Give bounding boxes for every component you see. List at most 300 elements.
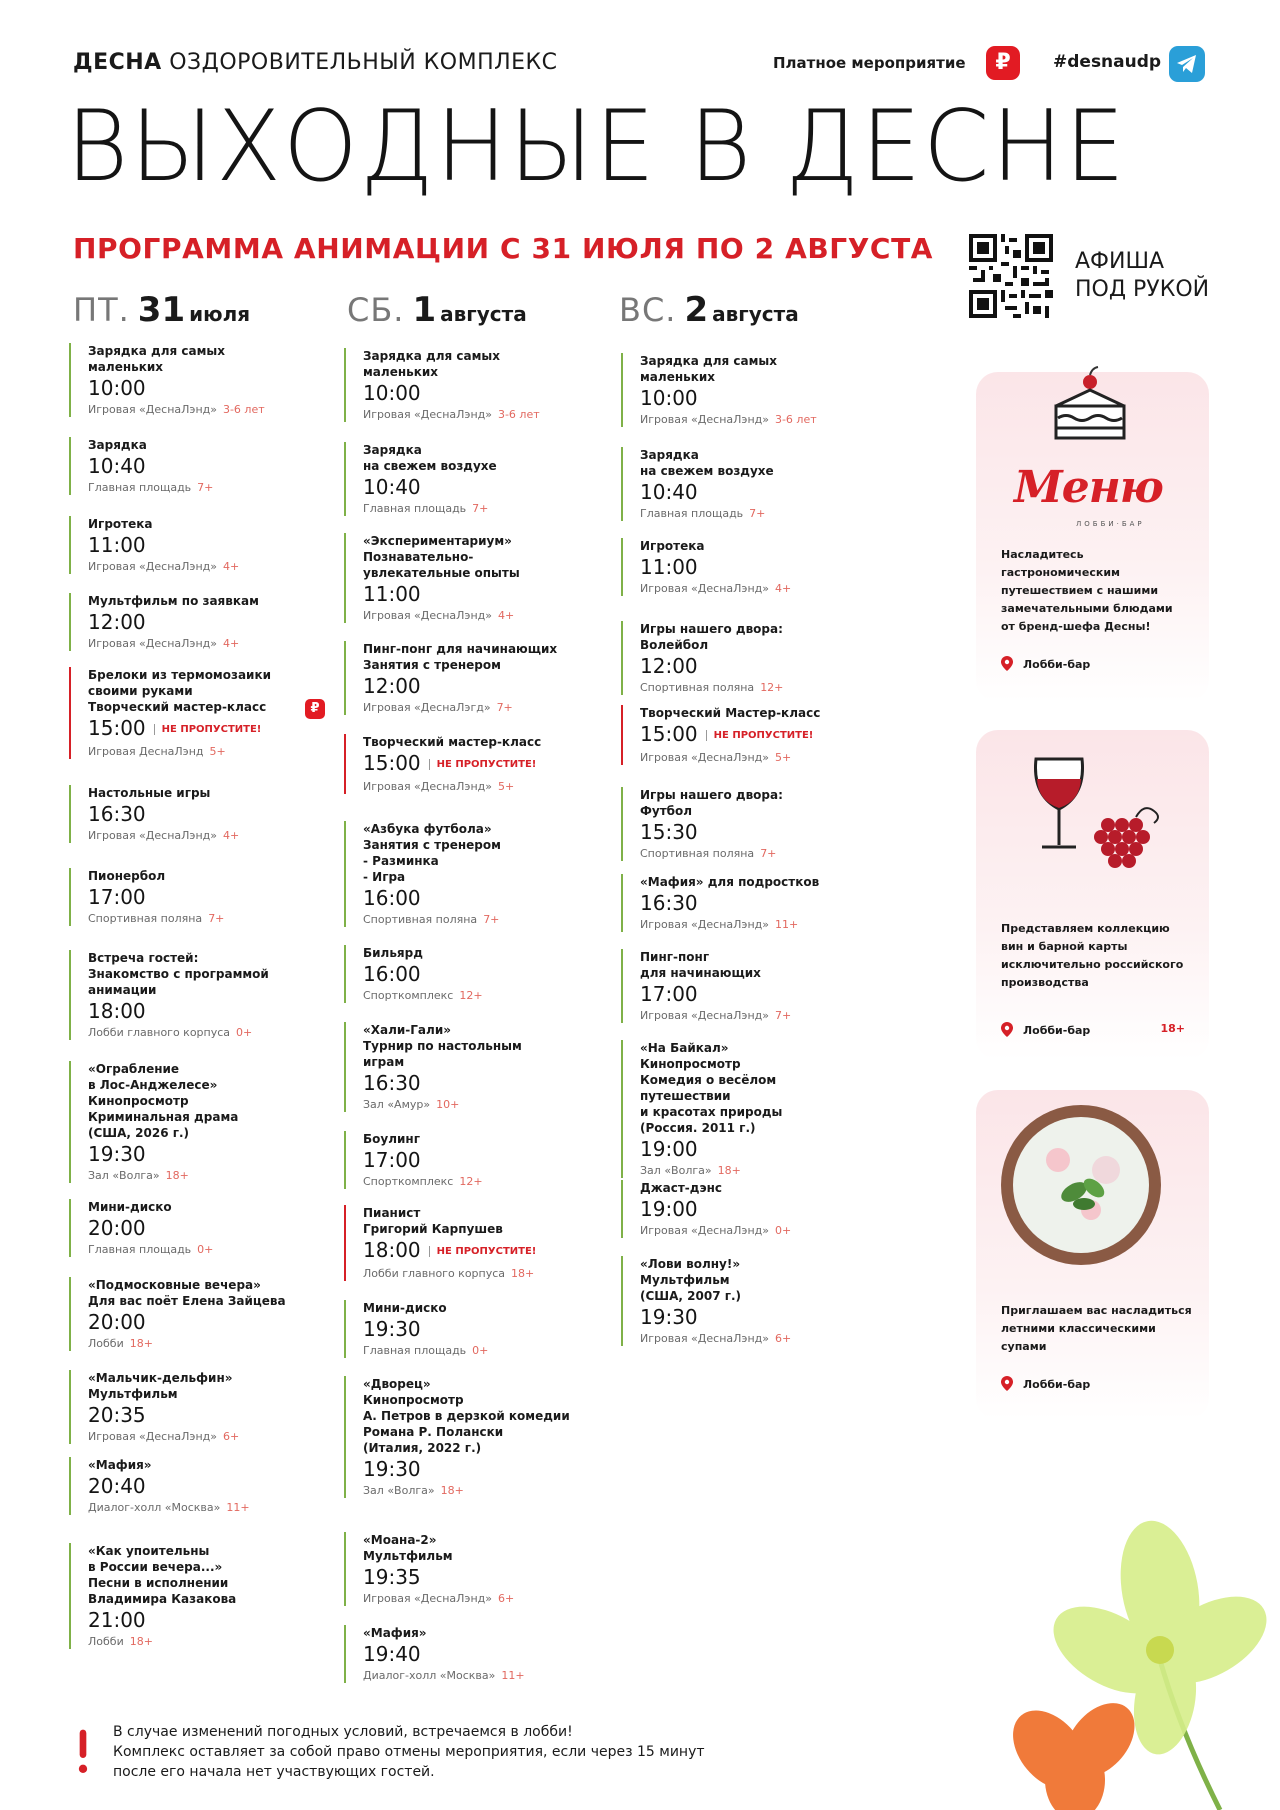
event-title: «Как упоительны в России вечера...» Песни в исполнении Владимира Казакова xyxy=(88,1544,237,1606)
event-location-name: Игровая «ДеснаЛэнд» xyxy=(88,403,217,416)
event-location-name: Главная площадь xyxy=(363,502,467,515)
event-age: 18+ xyxy=(165,1169,189,1182)
qr-code-icon[interactable] xyxy=(969,234,1053,318)
event-age: 5+ xyxy=(774,751,792,764)
event-time xyxy=(363,886,574,910)
event-time xyxy=(363,1457,574,1481)
event-location xyxy=(640,412,851,427)
event-title: Брелоки из термомозаики своими руками Творческий мастер-класс xyxy=(88,668,272,714)
location-lobby-bar-2: Лобби-бар xyxy=(1001,1022,1090,1037)
event-location xyxy=(363,779,574,794)
day-header-sat: СБ. 1 августа xyxy=(347,290,527,330)
event-age: 7+ xyxy=(208,912,225,925)
event-age: 12+ xyxy=(459,989,483,1002)
event-time-value: 12:00 xyxy=(640,654,698,678)
flower-decoration-icon xyxy=(980,1450,1270,1810)
event-age: 11+ xyxy=(226,1501,250,1514)
afisha-label xyxy=(1075,248,1209,304)
soup-description: Приглашаем вас насладиться летними классическими супами xyxy=(1001,1304,1192,1353)
event-age: 4+ xyxy=(497,609,515,622)
event-title: «Мафия» xyxy=(88,1458,152,1472)
event-age: 11+ xyxy=(774,918,799,931)
event-time xyxy=(363,475,574,499)
event-time xyxy=(363,582,574,606)
paid-event-label: Платное мероприятие xyxy=(773,54,966,72)
event-time xyxy=(640,982,851,1006)
event-time xyxy=(88,376,299,400)
event-time xyxy=(88,454,299,478)
event-time-value: 19:30 xyxy=(640,1305,698,1329)
event-time xyxy=(640,555,851,579)
event-age: 6+ xyxy=(497,1592,515,1605)
event-title: Пинг-понг для начинающих Занятия с тренером xyxy=(363,642,558,672)
event-age: 7+ xyxy=(483,913,500,926)
event-location xyxy=(363,1483,574,1498)
event-title: Творческий Мастер-класс xyxy=(640,706,821,720)
event-sun xyxy=(621,447,851,521)
event-location xyxy=(363,1343,574,1358)
event-sat xyxy=(344,1131,574,1189)
event-time xyxy=(363,381,574,405)
event-time xyxy=(640,654,851,678)
event-title: «Хали-Гали» Турнир по настольным играм xyxy=(363,1023,522,1069)
event-time-value: 21:00 xyxy=(88,1608,146,1632)
event-location xyxy=(363,1266,574,1281)
event-time-value: 10:00 xyxy=(640,386,698,410)
event-location xyxy=(640,750,851,765)
event-location xyxy=(640,1331,851,1346)
event-sat xyxy=(344,442,574,516)
event-time xyxy=(363,674,574,698)
event-time-value: 10:00 xyxy=(88,376,146,400)
event-title: Зарядка для самых маленьких xyxy=(88,344,226,374)
cake-icon xyxy=(1046,366,1132,446)
event-location-name: Игровая «ДеснаЛэнд» xyxy=(88,637,217,650)
event-time xyxy=(640,1197,851,1221)
event-time-value: 11:00 xyxy=(88,533,146,557)
event-fri xyxy=(69,868,299,926)
event-location xyxy=(88,911,299,926)
event-age: 7+ xyxy=(197,481,214,494)
event-time xyxy=(88,1403,299,1427)
event-time-value: 20:40 xyxy=(88,1474,146,1498)
event-time xyxy=(88,610,299,634)
event-fri xyxy=(69,516,299,574)
event-sat xyxy=(344,533,574,623)
event-location xyxy=(640,506,851,521)
event-location-name: Спорткомплекс xyxy=(363,989,454,1002)
event-age: 3-6 лет xyxy=(774,413,817,426)
event-fri xyxy=(69,1370,299,1444)
telegram-icon[interactable] xyxy=(1169,46,1205,82)
event-time-value: 15:00 xyxy=(88,716,146,740)
soup-card[interactable] xyxy=(976,1090,1209,1420)
event-time xyxy=(363,962,574,986)
day-header-fri: ПТ. 31 июля xyxy=(73,290,251,330)
location-lobby-bar-3: Лобби-бар xyxy=(1001,1376,1090,1391)
event-time-value: 19:30 xyxy=(363,1317,421,1341)
event-location-name: Диалог-холл «Москва» xyxy=(88,1501,221,1514)
event-location-name: Игровая «ДеснаЛэнд» xyxy=(640,1224,769,1237)
event-location-name: Игровая «ДеснаЛэнд» xyxy=(88,829,217,842)
event-location xyxy=(88,744,299,759)
menu-description: Насладитесь гастрономическим путешествием с нашими замечательными блюдами от бренд-шефа Десны! xyxy=(1001,548,1173,633)
event-fri xyxy=(69,343,299,417)
afisha-line-1: АФИША xyxy=(1075,249,1165,274)
event-age: 7+ xyxy=(760,847,777,860)
event-time xyxy=(640,722,851,748)
event-title: Боулинг xyxy=(363,1132,420,1146)
event-time-value: 19:00 xyxy=(640,1197,698,1221)
event-location-name: Игровая «ДеснаЛэнд» xyxy=(640,918,769,931)
event-age: 7+ xyxy=(472,502,489,515)
event-time xyxy=(640,1305,851,1329)
event-location-name: Игровая «ДеснаЛэнд» xyxy=(363,780,492,793)
event-time xyxy=(88,533,299,557)
event-time-value: 16:00 xyxy=(363,886,421,910)
event-age: 5+ xyxy=(497,780,515,793)
event-time xyxy=(88,1310,299,1334)
event-sat xyxy=(344,641,574,715)
event-age: 0+ xyxy=(236,1026,253,1039)
event-age: 18+ xyxy=(717,1164,741,1177)
menu-subtitle: ЛОББИ·БАР xyxy=(1076,520,1145,528)
event-location xyxy=(640,581,851,596)
event-age: 7+ xyxy=(749,507,766,520)
exclamation-icon xyxy=(78,1725,88,1781)
event-sun xyxy=(621,705,851,765)
dont-miss-badge: НЕ ПРОПУСТИТЕ! xyxy=(154,724,262,735)
event-time xyxy=(88,802,299,826)
event-location-name: Главная площадь xyxy=(640,507,744,520)
brand-name: ДЕСНА ОЗДОРОВИТЕЛЬНЫЙ КОМПЛЕКС xyxy=(73,50,558,75)
event-time-value: 19:35 xyxy=(363,1565,421,1589)
event-time-value: 20:00 xyxy=(88,1216,146,1240)
location-pin-icon xyxy=(1001,656,1013,671)
event-fri xyxy=(69,1061,299,1183)
event-location-name: Главная площадь xyxy=(88,481,192,494)
hashtag[interactable]: #desnaudp xyxy=(1053,52,1162,72)
event-location xyxy=(88,1336,299,1351)
event-location-name: Спортивная поляна xyxy=(88,912,203,925)
event-location-name: Лобби xyxy=(88,1635,124,1648)
event-title: Зарядка для самых маленьких xyxy=(640,354,778,384)
event-sat xyxy=(344,734,574,794)
dont-miss-badge: НЕ ПРОПУСТИТЕ! xyxy=(429,1246,537,1257)
event-time-value: 11:00 xyxy=(640,555,698,579)
event-location xyxy=(363,1591,574,1606)
event-fri xyxy=(69,437,299,495)
event-age: 3-6 лет xyxy=(497,408,540,421)
event-location xyxy=(88,559,299,574)
event-location xyxy=(363,700,574,715)
menu-card[interactable] xyxy=(976,372,1209,702)
event-time xyxy=(363,1148,574,1172)
event-time-value: 15:00 xyxy=(640,722,698,746)
event-title: Творческий мастер-класс xyxy=(363,735,542,749)
event-location xyxy=(88,1429,299,1444)
event-time xyxy=(640,480,851,504)
event-location-name: Игровая «ДеснаЛэнд» xyxy=(640,1332,769,1345)
event-title: «Мафия» для подростков xyxy=(640,875,820,889)
event-location xyxy=(363,501,574,516)
event-age: 4+ xyxy=(222,637,240,650)
event-time xyxy=(363,1317,574,1341)
event-location xyxy=(88,480,299,495)
event-sat xyxy=(344,1205,574,1281)
event-time-value: 10:40 xyxy=(640,480,698,504)
age-badge: 18+ xyxy=(1160,1022,1185,1035)
event-location-name: Диалог-холл «Москва» xyxy=(363,1669,496,1682)
event-location xyxy=(88,1025,299,1040)
event-location-name: Игровая «ДеснаЛэнд» xyxy=(363,1592,492,1605)
wine-description: Представляем коллекцию вин и барной карты исключительно российского производства xyxy=(1001,922,1184,989)
event-location-name: Спортивная поляна xyxy=(640,847,755,860)
event-location xyxy=(363,407,574,422)
menu-title: Меню xyxy=(1014,462,1163,513)
event-title: «Ограбление в Лос-Анджелесе» Кинопросмотр Криминальная драма (США, 2026 г.) xyxy=(88,1062,239,1140)
event-location xyxy=(640,1163,851,1178)
event-sat xyxy=(344,348,574,422)
event-time-value: 19:30 xyxy=(88,1142,146,1166)
event-fri xyxy=(69,667,320,759)
event-location xyxy=(88,1500,299,1515)
event-age: 12+ xyxy=(760,681,784,694)
event-location xyxy=(88,402,299,417)
event-time xyxy=(363,1642,574,1666)
event-title: Пионербол xyxy=(88,869,166,883)
event-title: Игротека xyxy=(640,539,705,553)
event-title: Мини-диско xyxy=(88,1200,172,1214)
event-title: Зарядка на свежем воздухе xyxy=(640,448,774,478)
event-title: «Азбука футбола» Занятия с тренером - Разминка - Игра xyxy=(363,822,501,884)
paid-ruble-icon: ₽ xyxy=(305,699,325,719)
event-time xyxy=(88,999,299,1023)
event-title: «Подмосковные вечера» Для вас поёт Елена Зайцева xyxy=(88,1278,286,1308)
event-fri xyxy=(69,1199,299,1257)
event-sun xyxy=(621,1256,851,1346)
event-age: 0+ xyxy=(472,1344,489,1357)
event-age: 7+ xyxy=(774,1009,792,1022)
event-title: Бильярд xyxy=(363,946,423,960)
event-location xyxy=(640,846,851,861)
event-title: Пианист Григорий Карпушев xyxy=(363,1206,503,1236)
weather-notice: В случае изменений погодных условий, встречаемся в лобби! Комплекс оставляет за собой право отмены мероприятия, если через 15 минут после его начала нет участвующих гостей. xyxy=(113,1724,705,1780)
event-title: «Экспериментариум» Познавательно- увлекательные опыты xyxy=(363,534,520,580)
event-location xyxy=(363,1668,574,1683)
event-title: Пинг-понг для начинающих xyxy=(640,950,761,980)
event-time xyxy=(88,1608,299,1632)
event-location xyxy=(640,917,851,932)
event-location-name: Главная площадь xyxy=(363,1344,467,1357)
dont-miss-badge: НЕ ПРОПУСТИТЕ! xyxy=(706,730,814,741)
event-location-name: Игровая «ДеснаЛэнд» xyxy=(363,408,492,421)
event-time xyxy=(363,1238,574,1264)
event-title: Игротека xyxy=(88,517,153,531)
day-header-sun: ВС. 2 августа xyxy=(619,290,799,330)
event-time-value: 17:00 xyxy=(363,1148,421,1172)
event-time-value: 16:30 xyxy=(88,802,146,826)
dont-miss-badge: НЕ ПРОПУСТИТЕ! xyxy=(429,759,537,770)
location-pin-icon xyxy=(1001,1376,1013,1391)
event-sun xyxy=(621,787,851,861)
event-location-name: Игровая «ДеснаЛэнд» xyxy=(640,1009,769,1022)
event-sun xyxy=(621,621,851,695)
event-title: Игры нашего двора: Футбол xyxy=(640,788,783,818)
event-title: Джаст-дэнс xyxy=(640,1181,722,1195)
event-location-name: Игровая ДеснаЛэнд xyxy=(88,745,204,758)
event-time-value: 10:00 xyxy=(363,381,421,405)
event-fri xyxy=(69,1457,299,1515)
event-title: Мультфильм по заявкам xyxy=(88,594,259,608)
event-time xyxy=(640,820,851,844)
event-location-name: Спортивная поляна xyxy=(640,681,755,694)
event-location xyxy=(88,828,299,843)
event-title: «Мальчик-дельфин» Мультфильм xyxy=(88,1371,233,1401)
event-location-name: Зал «Волга» xyxy=(88,1169,160,1182)
event-age: 4+ xyxy=(222,829,240,842)
event-time-value: 18:00 xyxy=(363,1238,421,1262)
event-location xyxy=(363,1097,574,1112)
event-time-value: 16:30 xyxy=(640,891,698,915)
event-time-value: 10:40 xyxy=(88,454,146,478)
event-location xyxy=(88,636,299,651)
event-age: 18+ xyxy=(440,1484,464,1497)
event-time xyxy=(88,1216,299,1240)
top-bar xyxy=(73,46,1207,80)
event-sat xyxy=(344,1625,574,1683)
event-location-name: Игровая «ДеснаЛэнд» xyxy=(640,582,769,595)
event-age: 6+ xyxy=(774,1332,792,1345)
event-sat xyxy=(344,1022,574,1112)
event-time-value: 17:00 xyxy=(88,885,146,909)
event-time xyxy=(88,1474,299,1498)
event-time-value: 20:35 xyxy=(88,1403,146,1427)
event-time-value: 19:00 xyxy=(640,1137,698,1161)
event-sun xyxy=(621,874,851,932)
event-location-name: Зал «Волга» xyxy=(363,1484,435,1497)
event-title: «Лови волну!» Мультфильм (США, 2007 г.) xyxy=(640,1257,742,1303)
event-location xyxy=(88,1634,299,1649)
event-sat xyxy=(344,821,574,927)
event-time xyxy=(88,885,299,909)
event-age: 4+ xyxy=(774,582,792,595)
event-sat xyxy=(344,1376,574,1498)
event-location-name: Лобби главного корпуса xyxy=(363,1267,506,1280)
event-time-value: 17:00 xyxy=(640,982,698,1006)
event-time-value: 18:00 xyxy=(88,999,146,1023)
event-location xyxy=(88,1168,299,1183)
event-age: 3-6 лет xyxy=(222,403,265,416)
event-time-value: 19:40 xyxy=(363,1642,421,1666)
event-time xyxy=(363,1071,574,1095)
event-time-value: 19:30 xyxy=(363,1457,421,1481)
event-sun xyxy=(621,1180,851,1238)
event-title: Встреча гостей: Знакомство с программой анимации xyxy=(88,951,269,997)
event-location xyxy=(363,1174,574,1189)
event-time xyxy=(88,1142,299,1166)
event-sun xyxy=(621,949,851,1023)
page-title: ВЫХОДНЫЕ В ДЕСНЕ xyxy=(66,90,1127,204)
event-location xyxy=(640,1223,851,1238)
event-fri xyxy=(69,1277,299,1351)
event-time xyxy=(640,386,851,410)
event-age: 0+ xyxy=(197,1243,214,1256)
afisha-line-2: ПОД РУКОЙ xyxy=(1075,277,1210,302)
soup-bowl-icon xyxy=(996,1100,1166,1270)
event-location xyxy=(363,608,574,623)
event-location-name: Зал «Амур» xyxy=(363,1098,431,1111)
event-title: «Дворец» Кинопросмотр А. Петров в дерзкой комедии Романа Р. Полански (Италия, 2022 г.) xyxy=(363,1377,570,1455)
event-location-name: Игровая «ДеснаЛэнд» xyxy=(88,560,217,573)
event-sun xyxy=(621,353,851,427)
event-sat xyxy=(344,1300,574,1358)
event-location xyxy=(640,1008,851,1023)
event-time xyxy=(640,1137,851,1161)
event-location-name: Игровая «ДеснаЛэнд» xyxy=(640,413,769,426)
event-age: 18+ xyxy=(129,1635,153,1648)
event-title: Зарядка для самых маленьких xyxy=(363,349,501,379)
event-title: Зарядка на свежем воздухе xyxy=(363,443,497,473)
event-location-name: Лобби xyxy=(88,1337,124,1350)
event-fri xyxy=(69,950,299,1040)
event-time xyxy=(640,891,851,915)
event-time-value: 15:30 xyxy=(640,820,698,844)
event-location-name: Игровая «ДеснаЛэнд» xyxy=(640,751,769,764)
event-sun xyxy=(621,1040,851,1178)
event-title: Зарядка xyxy=(88,438,147,452)
event-age: 10+ xyxy=(436,1098,460,1111)
event-sat xyxy=(344,945,574,1003)
event-location xyxy=(88,1242,299,1257)
event-location-name: Спорткомплекс xyxy=(363,1175,454,1188)
event-time-value: 16:00 xyxy=(363,962,421,986)
event-age: 18+ xyxy=(129,1337,153,1350)
event-age: 5+ xyxy=(209,745,226,758)
event-location-name: Спортивная поляна xyxy=(363,913,478,926)
wine-card[interactable] xyxy=(976,730,1209,1060)
location-lobby-bar: Лобби-бар xyxy=(1001,656,1090,671)
event-location-name: Зал «Волга» xyxy=(640,1164,712,1177)
event-age: 18+ xyxy=(511,1267,535,1280)
event-time-value: 20:00 xyxy=(88,1310,146,1334)
event-fri xyxy=(69,593,299,651)
event-location xyxy=(363,912,574,927)
event-age: 6+ xyxy=(222,1430,240,1443)
event-title: Игры нашего двора: Волейбол xyxy=(640,622,783,652)
event-title: Настольные игры xyxy=(88,786,211,800)
event-location-name: Игровая «ДеснаЛэнд» xyxy=(363,609,492,622)
event-fri xyxy=(69,1543,299,1649)
event-age: 4+ xyxy=(222,560,240,573)
event-location-name: Игровая «ДеснаЛэнд» xyxy=(88,1430,217,1443)
event-time xyxy=(363,751,574,777)
event-location-name: Лобби главного корпуса xyxy=(88,1026,231,1039)
event-fri xyxy=(69,785,299,843)
event-time-value: 16:30 xyxy=(363,1071,421,1095)
event-location xyxy=(640,680,851,695)
event-time xyxy=(363,1565,574,1589)
location-pin-icon xyxy=(1001,1022,1013,1037)
event-location-name: Главная площадь xyxy=(88,1243,192,1256)
ruble-icon: ₽ xyxy=(986,46,1020,80)
event-location xyxy=(363,988,574,1003)
event-time-value: 10:40 xyxy=(363,475,421,499)
event-time-value: 15:00 xyxy=(363,751,421,775)
wine-glass-icon xyxy=(1026,755,1166,875)
event-sat xyxy=(344,1532,574,1606)
program-subtitle: ПРОГРАММА АНИМАЦИИ С 31 ИЮЛЯ ПО 2 АВГУСТА xyxy=(73,232,934,265)
